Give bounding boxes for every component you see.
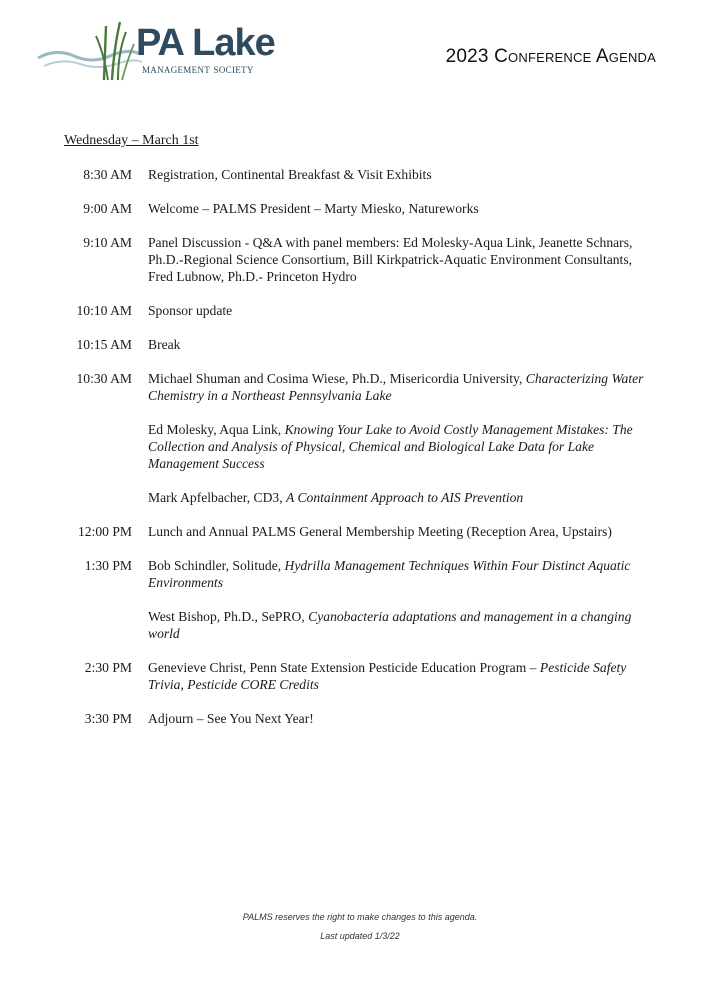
agenda-entry [148,608,660,642]
agenda-entry [148,523,660,540]
agenda-row [0,659,720,693]
agenda-time: 9:10 AM [83,235,132,250]
agenda-time: 9:00 AM [83,201,132,216]
agenda-body [148,200,660,217]
footer-updated: Last updated 1/3/22 [320,931,400,941]
entry-talk-title: A Containment Approach to AIS Prevention [286,490,524,505]
agenda-time: 3:30 PM [84,711,132,726]
entry-talk-title: Knowing Your Lake to Avoid Costly Management Mistakes: The Collection and Analysis of Physical, Chemical and Biological Lake Data for Lake Management Success [148,422,633,471]
entry-text: Genevieve Christ, Penn State Extension Pesticide Education Program – [148,660,540,675]
agenda-time: 12:00 PM [77,524,132,539]
entry-text: Break [148,337,181,352]
agenda-entry [148,421,660,472]
agenda-time: 8:30 AM [83,167,132,182]
agenda-entry [148,234,660,285]
agenda-row [0,557,720,642]
agenda-time: 2:30 PM [84,660,132,675]
agenda-body [148,523,660,540]
logo-subtitle: management society [142,61,254,76]
agenda-entry [148,557,660,591]
agenda-body [148,302,660,319]
agenda-body [148,234,660,285]
entry-text: Welcome – PALMS President – Marty Miesko, Natureworks [148,201,479,216]
agenda-row [0,336,720,353]
agenda-body [148,166,660,183]
logo-title: PA Lake [136,22,275,64]
entry-text: West Bishop, Ph.D., SePRO, [148,609,309,624]
agenda-body [148,710,660,727]
entry-text: Ed Molesky, Aqua Link, [148,422,285,437]
agenda-entry [148,710,660,727]
agenda-row [0,370,720,506]
agenda-time: 10:10 AM [76,303,132,318]
agenda-entry [148,370,660,404]
agenda-body [148,557,660,642]
agenda-list [0,166,720,744]
entry-text: Sponsor update [148,303,233,318]
agenda-time: 10:15 AM [76,337,132,352]
agenda-entry [148,302,660,319]
entry-text: Bob Schindler, Solitude, [148,558,285,573]
agenda-row [0,166,720,183]
entry-text: Mark Apfelbacher, CD3, [148,490,286,505]
reeds-water-icon [36,18,146,84]
agenda-time: 10:30 AM [76,371,132,386]
agenda-entry [148,166,660,183]
entry-talk-title: Cyanobacteria adaptations and management in a changing world [148,609,632,641]
entry-text: Registration, Continental Breakfast & Visit Exhibits [148,167,432,182]
entry-talk-title: Hydrilla Management Techniques Within Four Distinct Aquatic Environments [148,558,631,590]
agenda-body [148,336,660,353]
agenda-entry [148,200,660,217]
entry-text: Panel Discussion - Q&A with panel members: Ed Molesky-Aqua Link, Jeanette Schnars, Ph.D.-Regional Science Consortium, Bill Kirkpatrick-Aquatic Environment Consultants, Fred Lubnow, Ph.D.- Princeton Hydro [148,235,633,284]
palms-logo [36,18,276,84]
agenda-row [0,523,720,540]
agenda-row [0,200,720,217]
agenda-time: 1:30 PM [84,558,132,573]
agenda-entry [148,659,660,693]
footer-disclaimer: PALMS reserves the right to make changes to this agenda. [242,912,478,922]
agenda-body [148,370,660,506]
agenda-row [0,302,720,319]
agenda-body [148,659,660,693]
entry-text: Adjourn – See You Next Year! [148,711,314,726]
entry-text: Lunch and Annual PALMS General Membership Meeting (Reception Area, Upstairs) [148,524,612,539]
entry-talk-title: Pesticide Safety Trivia, Pesticide CORE Credits [148,660,627,692]
agenda-row [0,710,720,727]
entry-talk-title: Characterizing Water Chemistry in a Northeast Pennsylvania Lake [148,371,644,403]
day-heading: Wednesday – March 1st [64,133,199,148]
document-title: 2023 Conference Agenda [445,46,656,67]
agenda-entry [148,489,660,506]
agenda-row [0,234,720,285]
entry-text: Michael Shuman and Cosima Wiese, Ph.D., Misericordia University, [148,371,526,386]
agenda-entry [148,336,660,353]
